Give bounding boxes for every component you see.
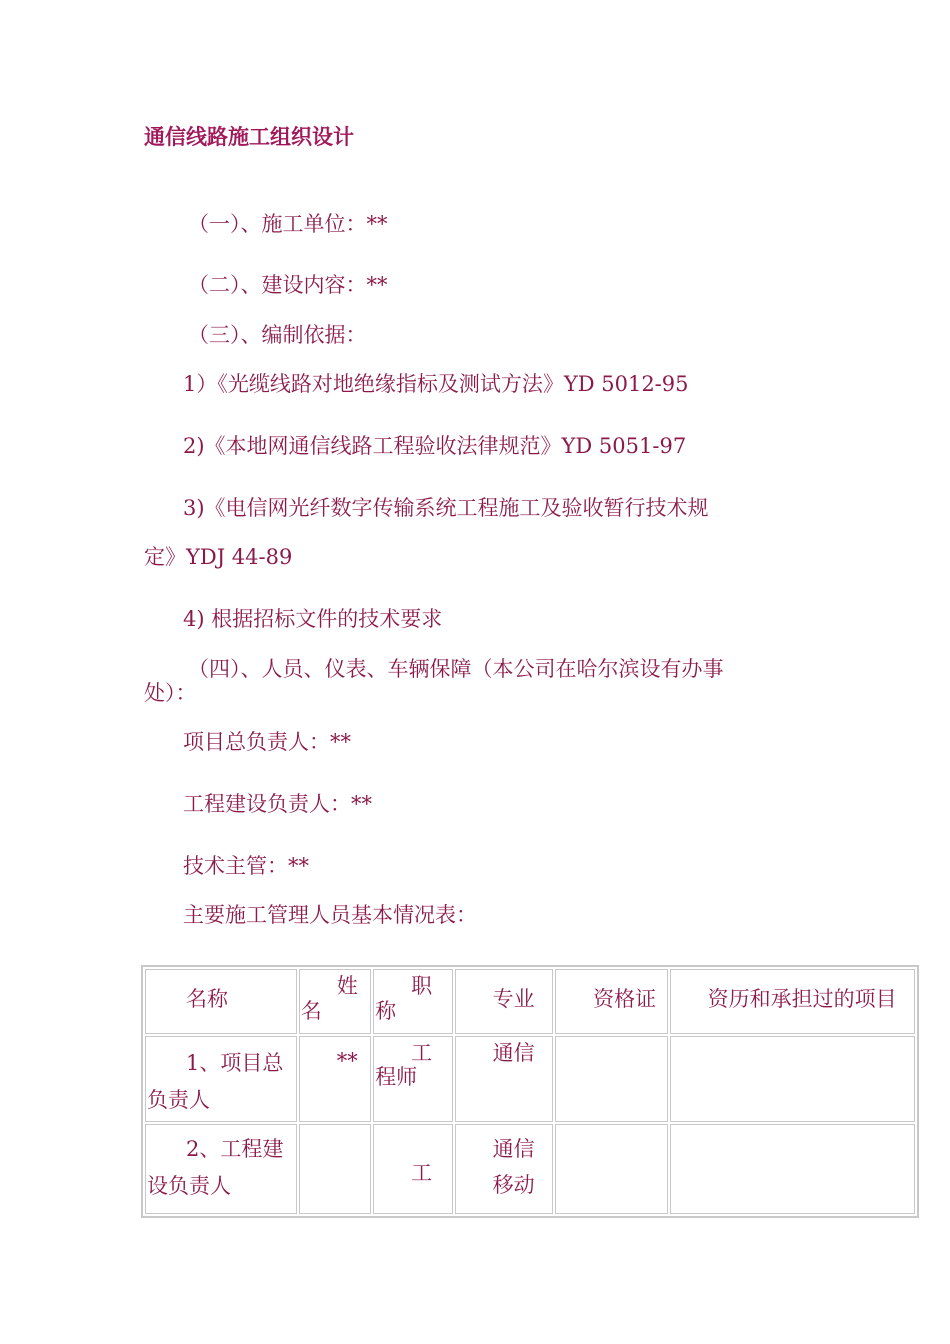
row-2-person-cell <box>299 1124 371 1214</box>
row-1-major-cell <box>455 1036 554 1122</box>
header-title-line-1: 职 <box>411 974 433 998</box>
construction-lead: 工程建设负责人：** <box>183 792 372 816</box>
personnel-table <box>141 965 919 1218</box>
section-personnel-line-1: （四）、人员、仪表、车辆保障（本公司在哈尔滨设有办事 <box>188 657 724 681</box>
header-major: 专业 <box>492 987 535 1011</box>
section-construction-content: （二）、建设内容：** <box>188 273 388 297</box>
row-1-name-line-2: 负责人 <box>147 1088 210 1112</box>
table-header-row <box>145 969 915 1034</box>
row-2-major-cell <box>455 1124 554 1214</box>
header-cert: 资格证 <box>593 987 657 1011</box>
row-1-title-line-1: 工 <box>411 1041 433 1065</box>
row-2-name-cell <box>145 1124 297 1214</box>
row-2-title-line-1: 工 <box>411 1161 433 1185</box>
row-2-name-line-1: 2、工程建 <box>186 1137 284 1161</box>
basis-item-2: 2)《本地网通信线路工程验收法律规范》YD 5051-97 <box>183 434 687 458</box>
basis-item-3-line-1: 3)《电信网光纤数字传输系统工程施工及验收暂行技术规 <box>183 496 709 520</box>
header-person-cell <box>299 969 371 1034</box>
row-2-title-cell <box>373 1124 452 1214</box>
row-1-history-cell <box>670 1036 915 1122</box>
header-cert-cell <box>555 969 668 1034</box>
header-history-cell <box>670 969 915 1034</box>
section-personnel-line-2: 处）： <box>144 681 197 705</box>
header-name: 名称 <box>186 987 228 1011</box>
header-history: 资历和承担过的项目 <box>707 987 897 1011</box>
table-caption: 主要施工管理人员基本情况表： <box>183 903 477 927</box>
row-2-cert-cell <box>555 1124 668 1214</box>
project-lead: 项目总负责人：** <box>183 730 351 754</box>
section-construction-unit: （一）、施工单位：** <box>188 212 388 236</box>
header-major-cell <box>455 969 554 1034</box>
row-1-major-line-1: 通信 <box>492 1041 535 1065</box>
row-1-name-cell <box>145 1036 297 1122</box>
table-row <box>145 1036 915 1122</box>
basis-item-3-line-2: 定》YDJ 44-89 <box>144 545 293 569</box>
header-person-line-1: 姓 <box>336 974 358 998</box>
row-2-major-line-2: 移动 <box>492 1173 535 1197</box>
row-2-history-cell <box>670 1124 915 1214</box>
header-person-line-2: 名 <box>300 999 322 1023</box>
row-1-title-line-2: 程师 <box>375 1065 418 1089</box>
header-title-line-2: 称 <box>375 999 397 1023</box>
table-row <box>145 1124 915 1214</box>
document-title: 通信线路施工组织设计 <box>144 124 354 149</box>
section-basis-heading: （三）、编制依据： <box>188 323 367 347</box>
row-2-major-line-1: 通信 <box>492 1137 535 1161</box>
row-1-person: ** <box>336 1049 358 1073</box>
basis-item-1: 1）《光缆线路对地绝缘指标及测试方法》YD 5012-95 <box>183 372 689 396</box>
row-2-name-line-2: 设负责人 <box>147 1174 231 1198</box>
row-1-name-line-1: 1、项目总 <box>186 1051 284 1075</box>
row-1-cert-cell <box>555 1036 668 1122</box>
header-title-cell <box>373 969 452 1034</box>
basis-item-4: 4) 根据招标文件的技术要求 <box>183 607 443 631</box>
row-1-person-cell <box>299 1036 371 1122</box>
header-name-cell <box>145 969 297 1034</box>
row-1-title-cell <box>373 1036 452 1122</box>
technical-supervisor: 技术主管：** <box>183 854 309 878</box>
